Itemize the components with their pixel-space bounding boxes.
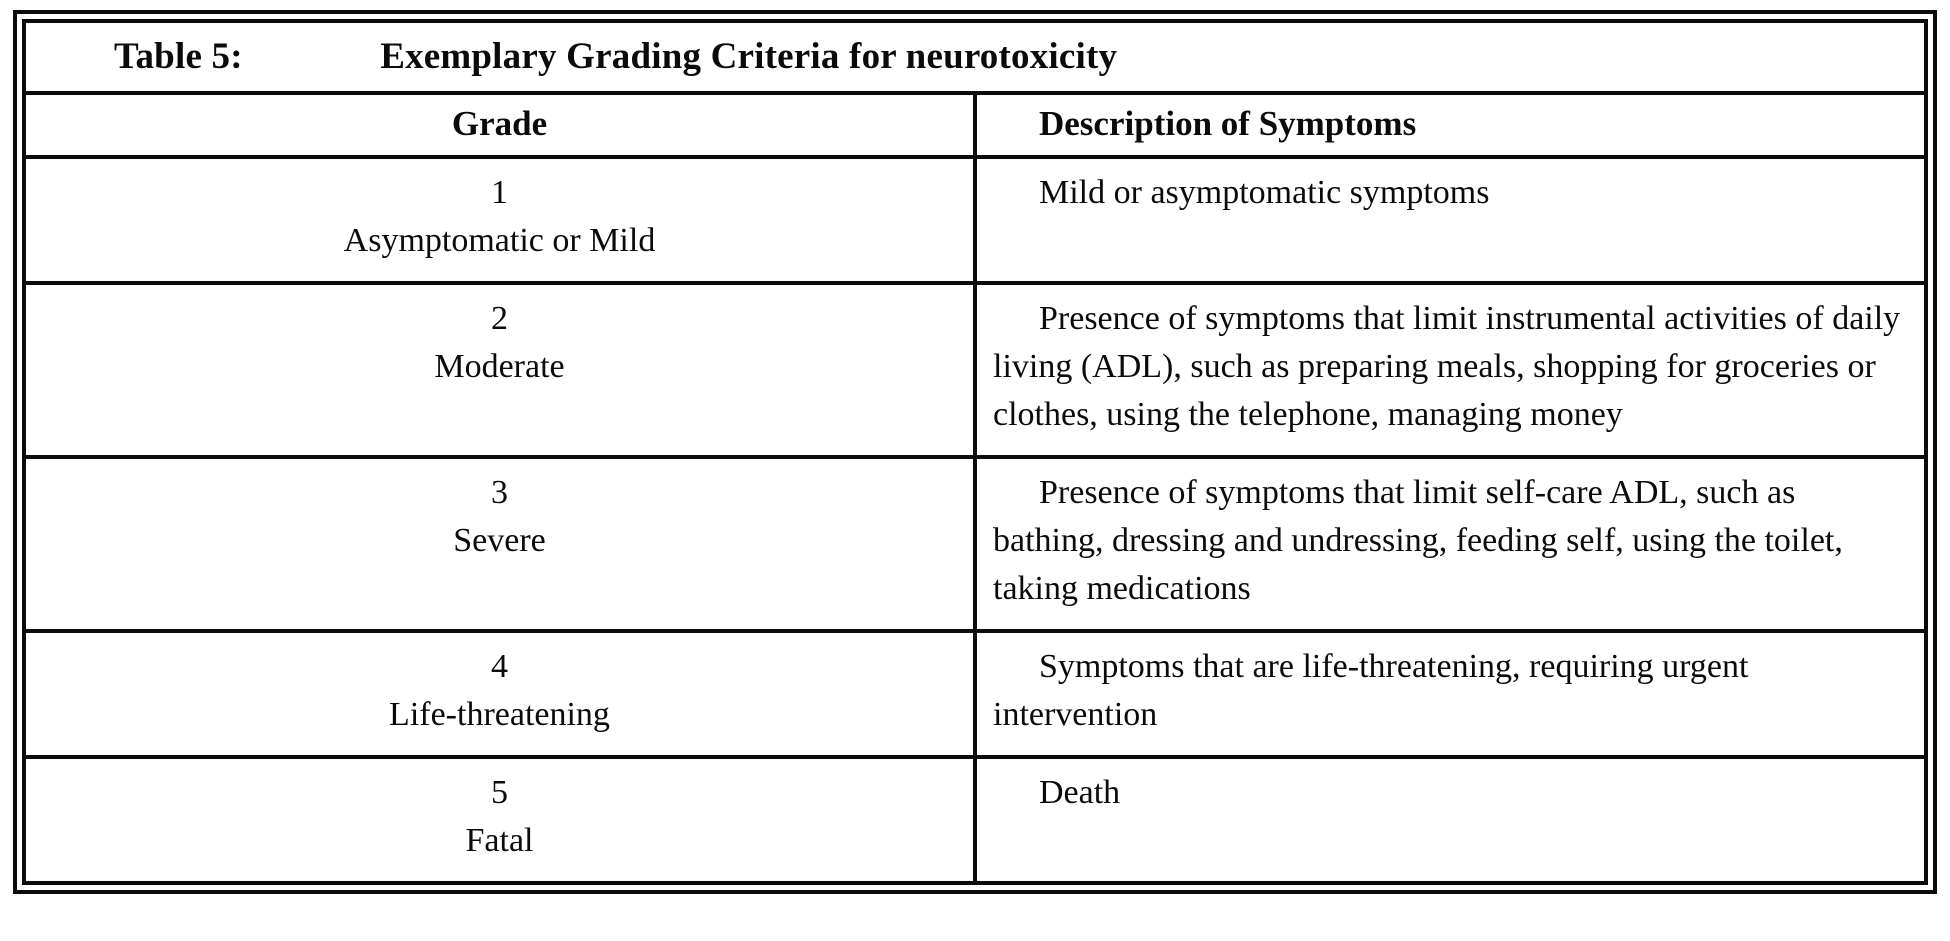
- description-cell: [975, 157, 1926, 283]
- description-text: Presence of symptoms that limit self-care ADL, such as bathing, dressing and undressing, feeding self, using the toilet, taking medications: [993, 474, 1843, 607]
- grade-number: 4: [491, 648, 508, 685]
- grade-number: 1: [491, 174, 508, 211]
- table-row: [24, 457, 1926, 631]
- grade-label: Moderate: [434, 348, 565, 385]
- description-text: Mild or asymptomatic symptoms: [1039, 174, 1490, 211]
- description-cell: [975, 457, 1926, 631]
- description-text: Symptoms that are life-threatening, requiring urgent intervention: [993, 648, 1749, 733]
- table-title-cell: [24, 21, 1926, 93]
- column-header-grade: Grade: [24, 93, 975, 157]
- grade-label: Fatal: [465, 822, 534, 859]
- grade-cell: [24, 157, 975, 283]
- table-row: [24, 631, 1926, 757]
- description-text: Death: [1039, 774, 1121, 811]
- table-header-row: [24, 93, 1926, 157]
- table-outer-frame: [13, 10, 1937, 894]
- grade-number: 5: [491, 774, 508, 811]
- grade-label: Life-threatening: [389, 696, 610, 733]
- grade-cell: [24, 631, 975, 757]
- grade-number: 2: [491, 300, 508, 337]
- table-row: [24, 283, 1926, 457]
- grading-criteria-table: [22, 19, 1928, 885]
- table-row: [24, 157, 1926, 283]
- description-text: Presence of symptoms that limit instrumental activities of daily living (ADL), such as preparing meals, shopping for groceries or clothes, using the telephone, managing money: [993, 300, 1901, 433]
- table-title-text: Exemplary Grading Criteria for neurotoxicity: [380, 36, 1118, 77]
- column-header-description: Description of Symptoms: [975, 93, 1926, 157]
- grade-label: Asymptomatic or Mild: [343, 222, 656, 259]
- description-cell: [975, 631, 1926, 757]
- description-cell: [975, 283, 1926, 457]
- description-cell: [975, 757, 1926, 883]
- table-title-row: [24, 21, 1926, 93]
- grade-label: Severe: [453, 522, 546, 559]
- grade-cell: [24, 283, 975, 457]
- table-number-label: Table 5:: [114, 36, 243, 77]
- grade-cell: [24, 757, 975, 883]
- table-row: [24, 757, 1926, 883]
- grade-cell: [24, 457, 975, 631]
- grade-number: 3: [491, 474, 508, 511]
